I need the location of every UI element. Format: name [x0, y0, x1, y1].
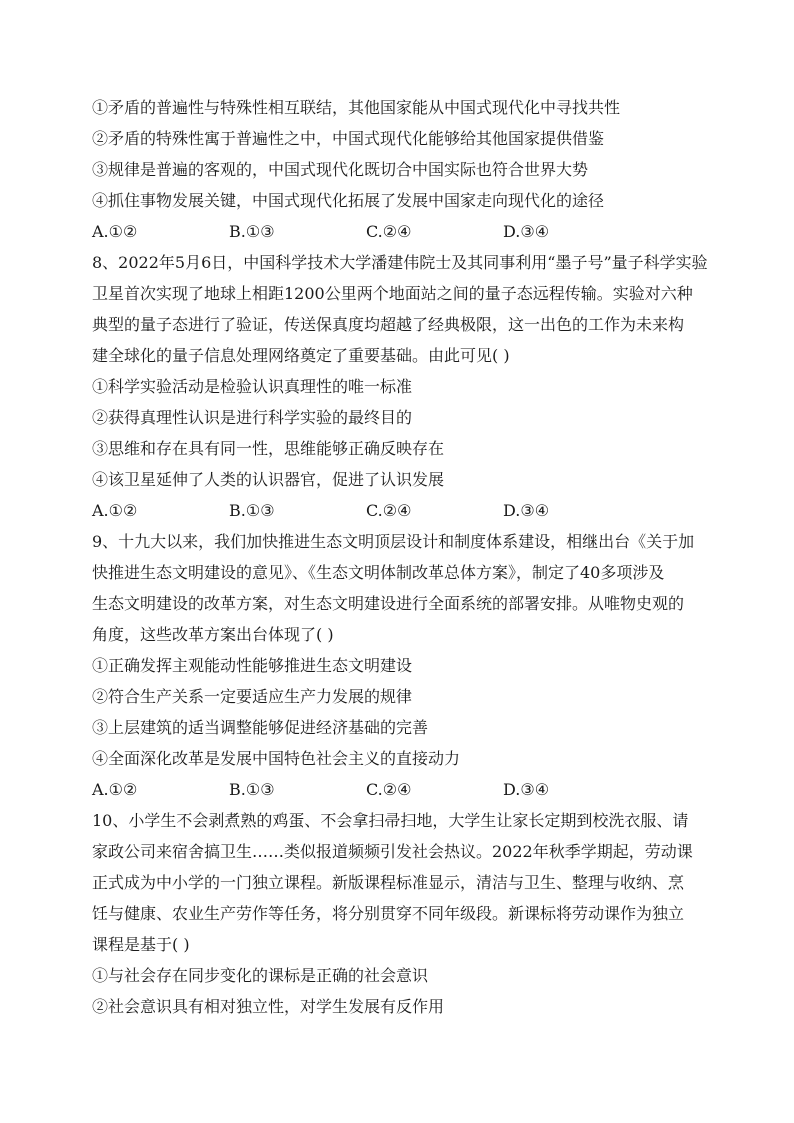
answer-options	[92, 495, 712, 526]
option-c: C.②④	[366, 222, 412, 241]
statement-4: ④抓住事物发展关键，中国式现代化拓展了发展中国家走向现代化的途径	[92, 191, 605, 210]
stem-line: 10、小学生不会剥煮熟的鸡蛋、不会拿扫帚扫地，大学生让家长定期到校洗衣服、请	[92, 811, 689, 830]
statement-2: ②获得真理性认识是进行科学实验的最终目的	[92, 408, 413, 427]
question-9	[92, 526, 712, 805]
question-8	[92, 247, 712, 526]
statement-3: ③思维和存在具有同一性，思维能够正确反映存在	[92, 439, 445, 458]
option-c: C.②④	[366, 780, 412, 799]
statement-1: ①科学实验活动是检验认识真理性的唯一标准	[92, 377, 413, 396]
option-b: B.①③	[229, 501, 275, 520]
option-c: C.②④	[366, 501, 412, 520]
option-d: D.③④	[503, 501, 550, 520]
question-7	[92, 92, 712, 247]
statement-3: ③规律是普遍的客观的，中国式现代化既切合中国实际也符合世界大势	[92, 160, 589, 179]
stem-line: 角度，这些改革方案出台体现了( )	[92, 625, 334, 644]
statement-1: ①与社会存在同步变化的课标是正确的社会意识	[92, 966, 429, 985]
question-stem	[92, 247, 712, 371]
statement-2: ②符合生产关系一定要适应生产力发展的规律	[92, 687, 413, 706]
stem-line: 家政公司来宿舍搞卫生……类似报道频频引发社会热议。2022年秋季学期起，劳动课	[92, 842, 693, 861]
stem-line: 正式成为中小学的一门独立课程。新版课程标准显示，清洁与卫生、整理与收纳、烹	[92, 873, 685, 892]
stem-line: 建全球化的量子信息处理网络奠定了重要基础。由此可见( )	[92, 346, 510, 365]
option-d: D.③④	[503, 222, 550, 241]
statement-2: ②社会意识具有相对独立性，对学生发展有反作用	[92, 997, 445, 1016]
stem-line: 9、十九大以来，我们加快推进生态文明顶层设计和制度体系建设，相继出台《关于加	[92, 532, 695, 551]
option-b: B.①③	[229, 222, 275, 241]
stem-line: 卫星首次实现了地球上相距1200公里两个地面站之间的量子态远程传输。实验对六种	[92, 284, 693, 303]
stem-line: 快推进生态文明建设的意见》、《生态文明体制改革总体方案》，制定了40多项涉及	[92, 563, 665, 582]
statement-1: ①正确发挥主观能动性能够推进生态文明建设	[92, 656, 413, 675]
page-content	[92, 92, 712, 1022]
option-a: A.①②	[92, 222, 138, 241]
option-a: A.①②	[92, 501, 138, 520]
stem-line: 课程是基于( )	[92, 935, 190, 954]
option-a: A.①②	[92, 780, 138, 799]
statement-2: ②矛盾的特殊性寓于普遍性之中，中国式现代化能够给其他国家提供借鉴	[92, 129, 605, 148]
question-10	[92, 805, 712, 1022]
option-d: D.③④	[503, 780, 550, 799]
stem-line: 饪与健康、农业生产劳作等任务，将分别贯穿不同年级段。新课标将劳动课作为独立	[92, 904, 685, 923]
statement-4: ④全面深化改革是发展中国特色社会主义的直接动力	[92, 749, 461, 768]
stem-line: 8、2022年5月6日，中国科学技术大学潘建伟院士及其同事利用“墨子号”量子科学实验	[92, 253, 708, 272]
question-stem	[92, 805, 712, 960]
question-stem	[92, 526, 712, 650]
answer-options	[92, 774, 712, 805]
answer-options	[92, 216, 712, 247]
stem-line: 生态文明建设的改革方案，对生态文明建设进行全面系统的部署安排。从唯物史观的	[92, 594, 685, 613]
statement-3: ③上层建筑的适当调整能够促进经济基础的完善	[92, 718, 429, 737]
statement-1: ①矛盾的普遍性与特殊性相互联结，其他国家能从中国式现代化中寻找共性	[92, 98, 621, 117]
statement-4: ④该卫星延伸了人类的认识器官，促进了认识发展	[92, 470, 445, 489]
stem-line: 典型的量子态进行了验证，传送保真度均超越了经典极限，这一出色的工作为未来构	[92, 315, 685, 334]
option-b: B.①③	[229, 780, 275, 799]
